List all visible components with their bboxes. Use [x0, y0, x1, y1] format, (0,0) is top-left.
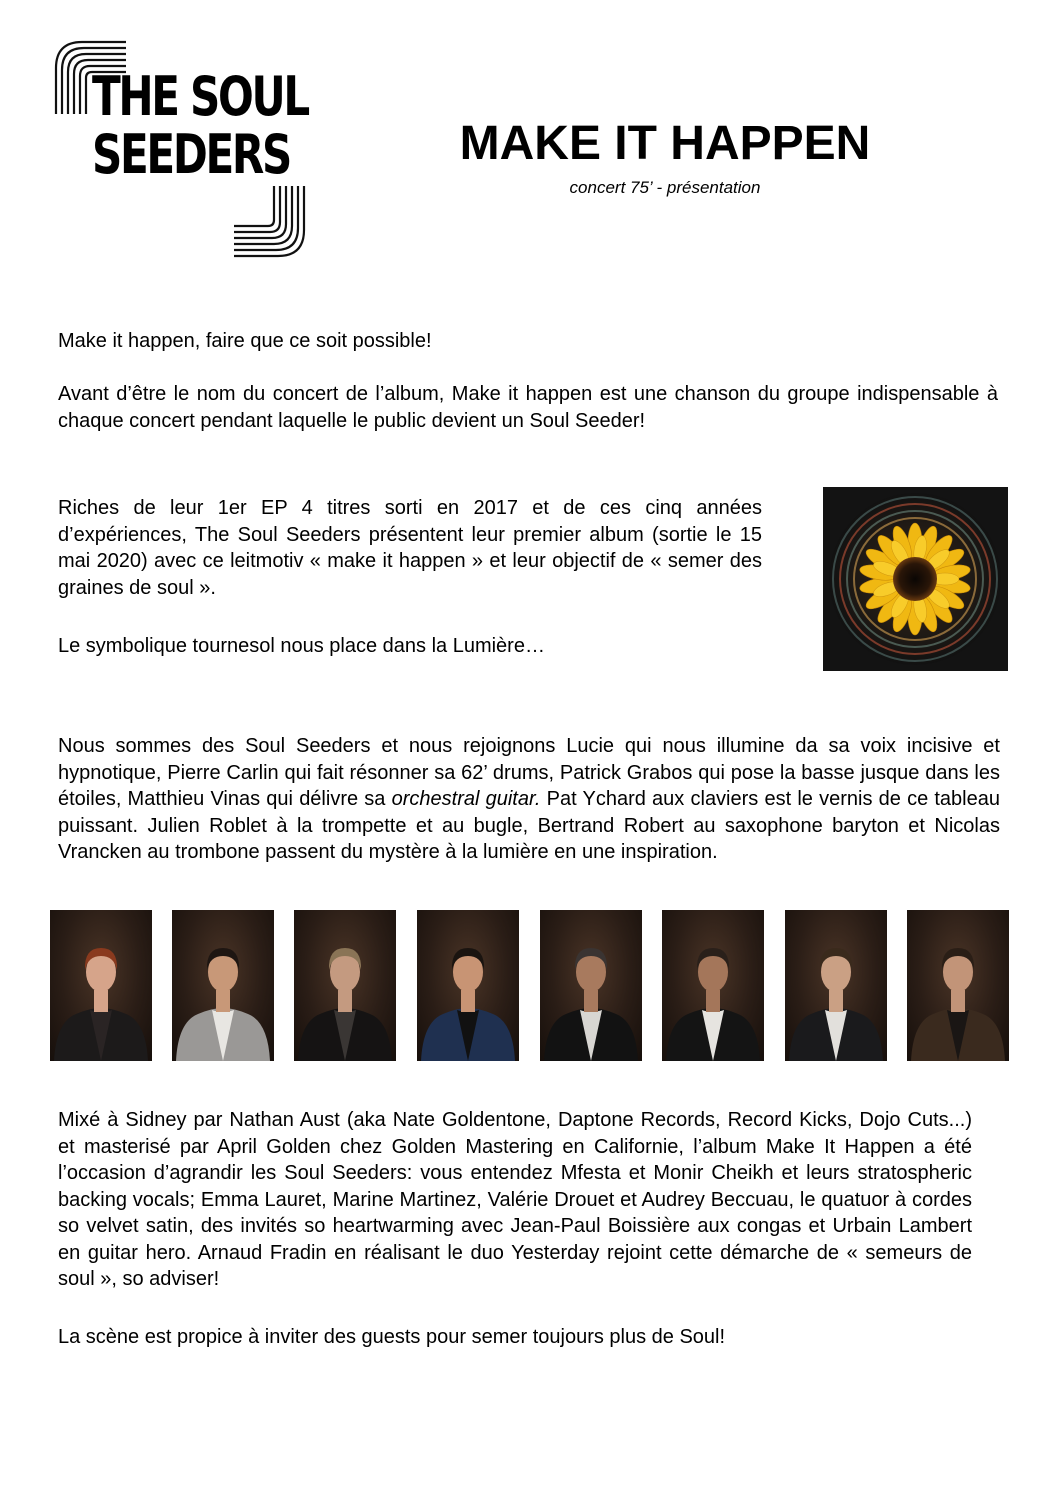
- intro-paragraph-1: Make it happen, faire que ce soit possible!: [58, 330, 432, 352]
- person-silhouette: [907, 910, 1009, 1061]
- portrait-photo: [907, 910, 1009, 1061]
- person-silhouette: [294, 910, 396, 1061]
- band-text-start: Nous sommes des Soul Seeders et nous rejoignons Lucie qui nous illumine da sa voix incisive et hypnotique, Pierre Carlin qui fait résonner sa 62’ drums, Patrick Grabos qui pose la basse jusque dans les étoiles, Matthieu Vinas qui délivre sa: [58, 735, 1000, 810]
- logo-line-2: SEEDERS: [92, 123, 291, 186]
- person-silhouette: [785, 910, 887, 1061]
- intro-paragraph-2: Avant d’être le nom du concert de l’album, Make it happen est une chanson du groupe indispensable à chaque concert pendant laquelle le public devient un Soul Seeder!: [58, 383, 998, 432]
- person-silhouette: [662, 910, 764, 1061]
- portrait-photo: [662, 910, 764, 1061]
- portrait-photo: [50, 910, 152, 1061]
- logo-wordmark: [92, 65, 308, 186]
- person-silhouette: [50, 910, 152, 1061]
- album-cover-image: [823, 487, 1008, 671]
- person-silhouette: [417, 910, 519, 1061]
- portrait-photo: [294, 910, 396, 1061]
- portrait-photo: [785, 910, 887, 1061]
- person-silhouette: [540, 910, 642, 1061]
- portrait-photo: [540, 910, 642, 1061]
- portrait-photo: [172, 910, 274, 1061]
- page-title: MAKE IT HAPPEN: [459, 117, 871, 170]
- band-paragraph: [58, 733, 1000, 866]
- album-paragraph-1: Riches de leur 1er EP 4 titres sorti en 2017 et de ces cinq années d’expériences, The Soul Seeders présentent leur premier album (sortie le 15 mai 2020) avec ce leitmotiv « make it happen » et leur objectif de « semer des graines de soul ».: [58, 497, 762, 599]
- band-text-end: Pat Ychard aux claviers est le vernis de ce tableau puissant. Julien Roblet à la trompette et au bugle, Bertrand Robert au saxophone baryton et Nicolas Vrancken au trombone passent du mystère à la lumière en une inspiration.: [58, 788, 1000, 863]
- page-subtitle: concert 75’ - présentation: [569, 178, 761, 197]
- logo-line-1: THE SOUL: [92, 65, 308, 128]
- sunflower-icon: [823, 487, 1008, 671]
- album-paragraph-2: Le symbolique tournesol nous place dans la Lumière…: [58, 635, 545, 657]
- portrait-photo: [417, 910, 519, 1061]
- band-portraits: [50, 910, 1010, 1061]
- closing-paragraph: La scène est propice à inviter des guests pour semer toujours plus de Soul!: [58, 1326, 726, 1348]
- band-text-italic: orchestral guitar.: [391, 788, 541, 810]
- production-paragraph: Mixé à Sidney par Nathan Aust (aka Nate Goldentone, Daptone Records, Record Kicks, Dojo Cuts...) et masterisé par April Golden chez Golden Mastering en Californie, l’album Make It Happen a été l’occasion d’agrandir les Soul Seeders: vous entendez Mfesta et Monir Cheikh et leurs stratospheric backing vocals; Emma Lauret, Marine Martinez, Valérie Drouet et Audrey Beccuau, le quatuor à cordes so velvet satin, des invités so heartwarming avec Jean-Paul Boissière aux congas et Urbain Lambert en guitar hero. Arnaud Fradin en réalisant le duo Yesterday rejoint cette démarche de « semeurs de soul », so adviser!: [58, 1109, 972, 1290]
- person-silhouette: [172, 910, 274, 1061]
